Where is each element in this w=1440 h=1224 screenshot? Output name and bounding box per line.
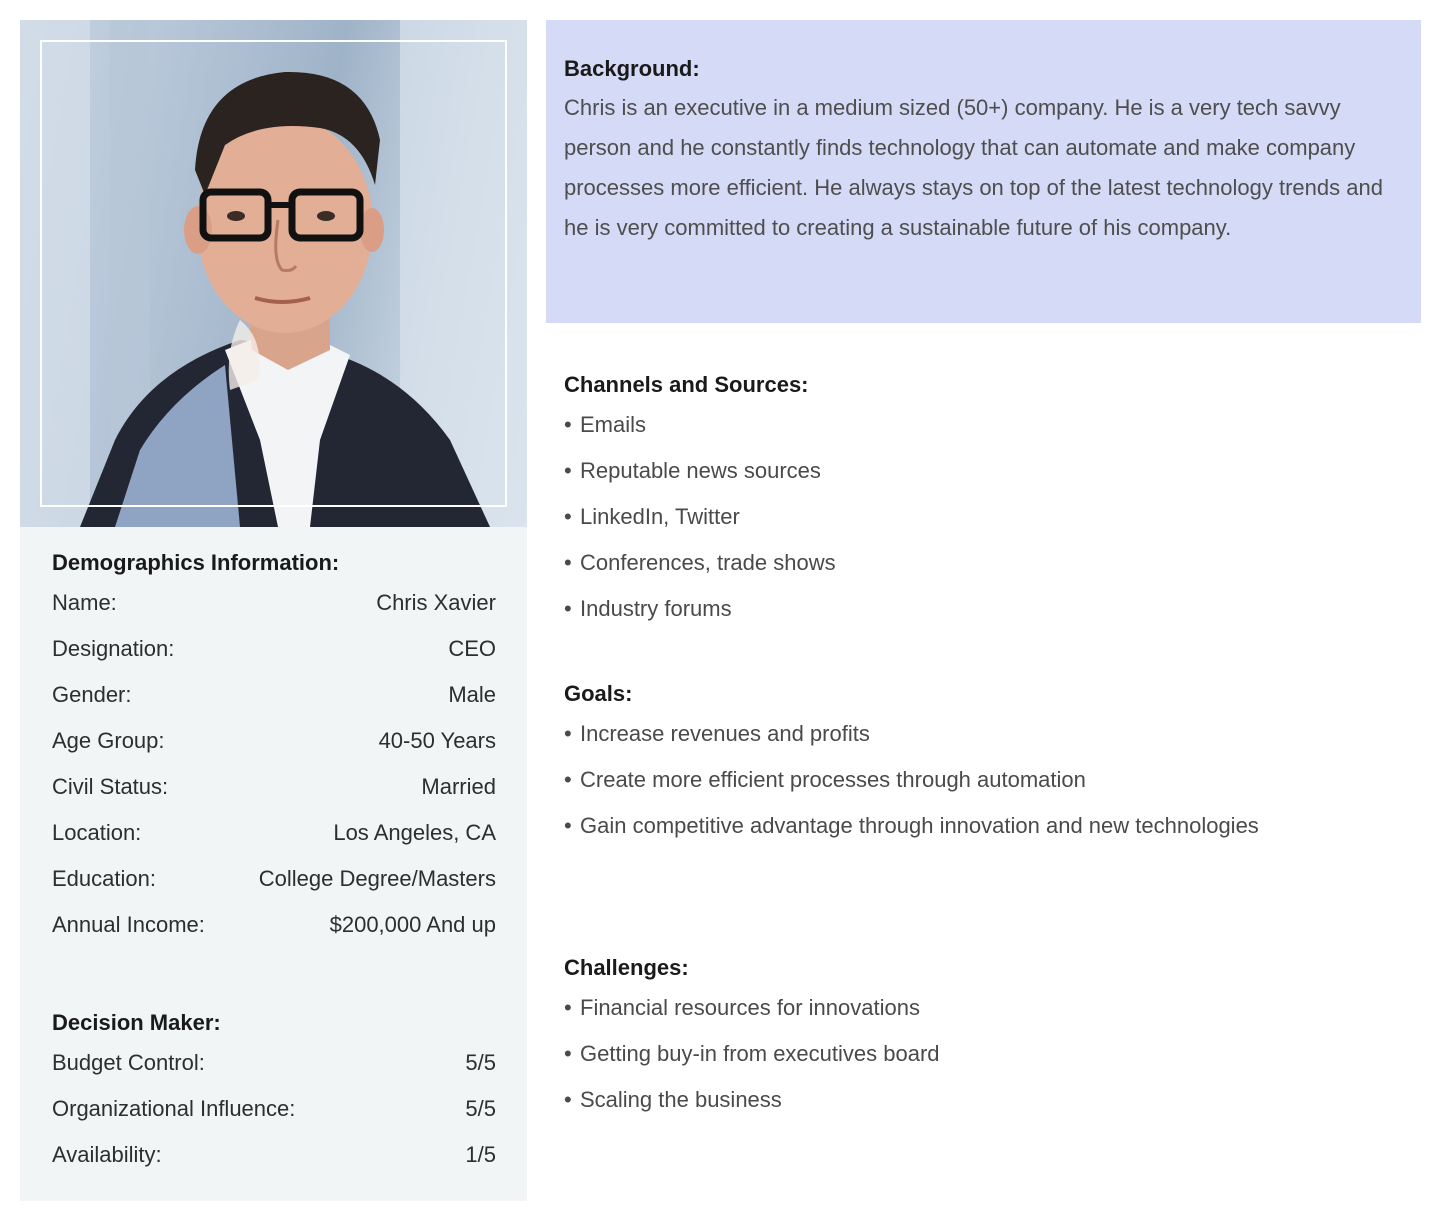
- list-item: • Gain competitive advantage through innovation and new technologies: [564, 813, 1259, 838]
- decision-maker-title: Decision Maker:: [52, 1010, 221, 1035]
- decision-value: 1/5: [465, 1142, 496, 1167]
- demo-value: 40-50 Years: [378, 728, 496, 753]
- demo-value: CEO: [448, 636, 496, 661]
- background-title: Background:: [564, 56, 700, 81]
- demo-label: Designation:: [52, 636, 175, 661]
- demographics-row: [52, 718, 496, 764]
- demo-value: Married: [421, 774, 496, 799]
- demo-label: Age Group:: [52, 728, 165, 753]
- demo-label: Name:: [52, 590, 117, 615]
- channels-section: [564, 372, 1404, 632]
- decision-label: Availability:: [52, 1142, 162, 1167]
- list-item: • Financial resources for innovations: [564, 995, 920, 1020]
- demographics-row: [52, 580, 496, 626]
- photo-frame: [40, 40, 507, 507]
- person-portrait-photo: [20, 20, 527, 527]
- decision-row: [52, 1040, 496, 1086]
- list-item: • Reputable news sources: [564, 458, 821, 483]
- demographics-row: [52, 672, 496, 718]
- decision-row: [52, 1086, 496, 1132]
- list-item: • Conferences, trade shows: [564, 550, 836, 575]
- demo-value: College Degree/Masters: [258, 866, 496, 891]
- demo-value: Chris Xavier: [376, 590, 496, 615]
- demographics-row: [52, 626, 496, 672]
- demo-value: Male: [448, 682, 496, 707]
- challenges-title: Challenges:: [564, 955, 689, 980]
- background-box: [546, 20, 1421, 323]
- background-text: Chris is an executive in a medium sized (50+) company. He is a very tech savvy person and he constantly finds technology that can automate and make company processes more efficient. He always stays on top of the latest technology trends and he is very committed to creating a sustainable future of his company.: [564, 95, 1383, 240]
- demographics-row: [52, 764, 496, 810]
- list-item: • Increase revenues and profits: [564, 721, 870, 746]
- demo-value: $200,000 And up: [329, 912, 496, 937]
- list-item: • Emails: [564, 412, 647, 437]
- decision-row: [52, 1132, 496, 1178]
- demo-label: Annual Income:: [52, 912, 205, 937]
- demographics-row: [52, 902, 496, 948]
- demographics-card: [20, 20, 527, 1201]
- demo-label: Location:: [52, 820, 142, 845]
- decision-maker-section: [52, 1008, 496, 1178]
- decision-value: 5/5: [465, 1096, 496, 1121]
- channels-title: Channels and Sources:: [564, 372, 809, 397]
- decision-label: Budget Control:: [52, 1050, 205, 1075]
- list-item: • Create more efficient processes through automation: [564, 767, 1086, 792]
- decision-label: Organizational Influence:: [52, 1096, 296, 1121]
- decision-value: 5/5: [465, 1050, 496, 1075]
- list-item: • Scaling the business: [564, 1087, 782, 1112]
- goals-title: Goals:: [564, 681, 633, 706]
- challenges-section: [564, 955, 1404, 1123]
- demographics-title: Demographics Information:: [52, 550, 340, 575]
- demo-label: Education:: [52, 866, 156, 891]
- demographics-row: [52, 810, 496, 856]
- demo-value: Los Angeles, CA: [333, 820, 496, 845]
- list-item: • Getting buy-in from executives board: [564, 1041, 940, 1066]
- list-item: • Industry forums: [564, 596, 732, 621]
- demo-label: Gender:: [52, 682, 132, 707]
- demographics-section: [52, 548, 496, 948]
- goals-section: [564, 681, 1404, 849]
- demographics-row: [52, 856, 496, 902]
- list-item: • LinkedIn, Twitter: [564, 504, 740, 529]
- demo-label: Civil Status:: [52, 774, 169, 799]
